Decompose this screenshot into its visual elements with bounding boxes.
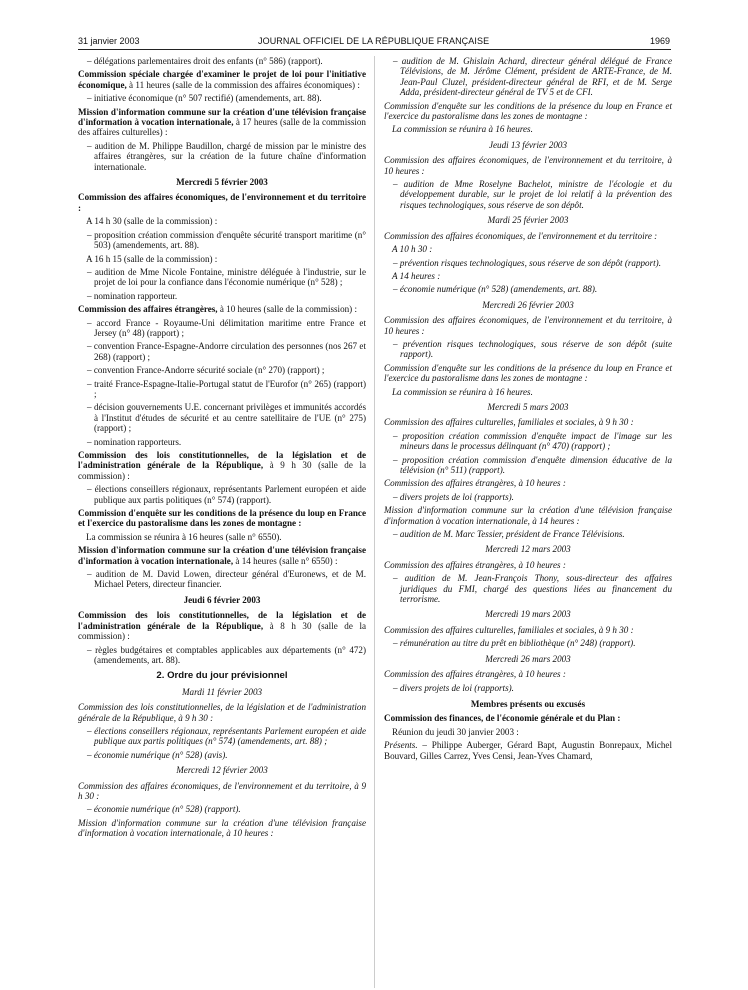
time-line: A 16 h 15 (salle de la commission) : [86,253,218,264]
agenda-item: – proposition création commission d'enquête impact de l'image sur les mineurs dans le processus délinquant (n° 470) (rapport) ; [393,430,672,452]
agenda-item: – audition de Mme Nicole Fontaine, ministre déléguée à l'industrie, sur le projet de loi pour la confiance dans l'économie numérique (n° 528) ; [87,266,366,288]
committee-heading: Commission spéciale chargée d'examiner le projet de loi pour l'initiative économique, à 11 heures (salle de la commission des affaires économiques) : [78,69,366,90]
agenda-item: – audition de Mme Roselyne Bachelot, ministre de l'écologie et du développement durable, sur le projet de loi relatif à la prévention des risques technologiques, sous réserve de son dépôt. [393,179,672,210]
agenda-item: – élections conseillers régionaux, représentants Parlement européen et aide publique aux partis politiques (n° 574) (rapport). [87,484,366,505]
committee-heading: Mission d'information commune sur la création d'une télévision française d'information à vocation internationale, à 14 heures : [384,505,672,526]
agenda-item: – règles budgétaires et comptables applicables aux départements (n° 472) (amendements, art. 88). [87,644,366,665]
agenda-item: – proposition création commission d'enquête dimension éducative de la télévision (n° 511) (rapport). [393,454,672,475]
date-heading: Mardi 11 février 2003 [181,686,263,697]
committee-heading: Commission des affaires étrangères, à 10 heures : [384,478,566,489]
meeting-note: La commission se réunira à 16 heures (salle n° 6550). [86,531,282,542]
committee-heading: Commission des lois constitutionnelles, de la législation et de l'administration générale de la République, à 9 h 30 : [78,702,366,723]
date-heading: Mercredi 5 février 2003 [176,177,268,188]
committee-heading: Mission d'information commune sur la création d'une télévision française d'information à vocation internationale, à 10 heures : [78,817,366,839]
agenda-item: – convention France-Espagne-Andorre circulation des personnes (nos 267 et 268) (rapport) ; [87,341,366,362]
committee-heading: Commission des lois constitutionnelles, de la législation et de l'administration générale de la République, à 9 h 30 (salle de la commission) : [78,450,367,481]
committee-heading: Commission des affaires économiques, de l'environnement et du territoire, à 9 h 30 : [78,780,366,801]
committee-heading: Commission d'enquête sur les conditions de la présence du loup en France et l'exercice du pastoralisme dans les zones de montagne : [384,100,672,122]
date-heading: Mercredi 26 mars 2003 [485,653,571,664]
date-heading: Mercredi 12 février 2003 [176,765,268,776]
agenda-item: – décision gouvernements U.E. concernant privilèges et immunités accordés à l'Institut d'études de sécurité et au centre satellitaire de l'UE (n° 275) (rapport) ; [87,402,366,434]
agenda-item: – divers projets de loi (rapports). [393,682,514,693]
agenda-item: – prévention risques technologiques, sous réserve de son dépôt (rapport). [393,257,661,268]
committee-heading: Commission des affaires culturelles, familiales et sociales, à 9 h 30 : [384,624,634,635]
committee-heading: Mission d'information commune sur la création d'une télévision française d'information à vocation internationale, à 14 heures (salle n° 6550) : [78,545,366,566]
committee-heading: Commission des affaires économiques, de l'environnement et du territoire, à 10 heures : [384,155,672,176]
committee-heading: Commission des affaires étrangères, à 10 heures (salle de la commission) : [78,304,358,315]
agenda-item: – audition de M. Ghislain Achard, directeur général délégué de France Télévisions, de M. Jérôme Clément, président de ARTE-France, de M. Jean-Paul Cluzel, président-directeur général de RFI, et de M. Serge Adda, président-directeur général de TV 5 et de CFI. [393,56,672,98]
committee-heading: Mission d'information commune sur la création d'une télévision française d'information à vocation internationale, à 17 heures (salle de la commission des affaires culturelles) : [78,106,366,138]
committee-heading: Commission des affaires étrangères, à 10 heures : [384,669,566,680]
committee-heading: Commission des affaires économiques, de l'environnement et du territoire : [384,230,658,241]
date-heading: Mercredi 12 mars 2003 [485,544,571,555]
header-rule [78,49,671,50]
date-heading: Jeudi 6 février 2003 [183,594,261,605]
meeting-note: La commission se réunira à 16 heures. [392,124,533,135]
column-divider [374,56,375,988]
date-heading: Mercredi 19 mars 2003 [485,609,571,620]
committee-heading: Commission des affaires culturelles, familiales et sociales, à 9 h 30 : [384,417,634,428]
agenda-item: – divers projets de loi (rapports). [393,491,514,502]
agenda-item: – proposition création commission d'enquête sécurité transport maritime (n° 503) (amendements, art. 88). [87,229,366,251]
agenda-item: – convention France-Andorre sécurité sociale (n° 270) (rapport) ; [87,365,325,376]
committee-heading: Commission d'enquête sur les conditions de la présence du loup en France et l'exercice du pastoralisme dans les zones de montagne : [384,362,672,384]
committee-heading: Commission d'enquête sur les conditions de la présence du loup en France et l'exercice du pastoralisme dans les zones de montagne : [78,508,366,529]
meeting-note: Réunion du jeudi 30 janvier 2003 : [392,726,519,737]
agenda-item: – délégations parlementaires droit des enfants (n° 586) (rapport). [87,56,323,66]
agenda-item: – accord France - Royaume-Uni délimitation maritime entre France et Jersey (n° 48) (rapport) ; [87,317,366,338]
agenda-item: – initiative économique (n° 507 rectifié) (amendements, art. 88). [87,93,322,104]
time-line: A 10 h 30 : [392,244,433,255]
header-page-number: 1969 [650,36,671,46]
agenda-item: – prévention risques technologiques, sous réserve de son dépôt (suite rapport). [393,338,672,360]
header-date: 31 janvier 2003 [78,36,140,46]
right-column [384,56,672,764]
committee-heading: Commission des affaires économiques, de l'environnement et du territoire : [78,192,366,213]
agenda-item: – audition de M. David Lowen, directeur général d'Euronews, et de M. Michael Peters, directeur financier. [87,569,366,590]
agenda-item: – élections conseillers régionaux, représentants Parlement européen et aide publique aux partis politiques (n° 574) (amendements, art. 88) ; [87,725,366,747]
header-title: JOURNAL OFFICIEL DE LA RÉPUBLIQUE FRANÇAISE [258,36,490,46]
attendees-list: Présents. – Philippe Auberger, Gérard Bapt, Augustin Bonrepaux, Michel Bouvard, Gilles Carrez, Yves Censi, Jean-Yves Chamard, [384,740,672,761]
committee-heading: Commission des finances, de l'économie générale et du Plan : [384,713,621,724]
agenda-item: – économie numérique (n° 528) (avis). [87,749,228,760]
section-heading: Membres présents ou excusés [470,698,586,709]
agenda-item: – économie numérique (n° 528) (rapport). [87,804,241,815]
time-line: A 14 h 30 (salle de la commission) : [86,216,218,227]
committee-heading: Commission des affaires économiques, de l'environnement et du territoire, à 10 heures : [384,315,672,336]
agenda-item: – traité France-Espagne-Italie-Portugal statut de l'Eurofor (n° 265) (rapport) ; [87,378,366,399]
date-heading: Jeudi 13 février 2003 [488,139,568,150]
section-heading: 2. Ordre du jour prévisionnel [156,670,288,682]
agenda-item: – audition de M. Philippe Baudillon, chargé de mission par le ministre des affaires étrangères, sur la création de la future chaîne d'information internationale. [87,140,366,172]
left-column [78,56,366,842]
time-line: A 14 heures : [392,270,441,281]
meeting-note: La commission se réunira à 16 heures. [392,386,533,397]
date-heading: Mercredi 26 février 2003 [482,299,574,310]
agenda-item: – rémunération au titre du prêt en bibliothèque (n° 248) (rapport). [393,638,636,649]
agenda-item: – économie numérique (n° 528) (amendements, art. 88). [393,284,598,295]
date-heading: Mardi 25 février 2003 [487,215,569,226]
agenda-item: – nomination rapporteurs. [87,436,182,447]
agenda-item: – nomination rapporteur. [87,290,178,301]
committee-heading: Commission des affaires étrangères, à 10 heures : [384,559,566,570]
agenda-item: – audition de M. Jean-François Thony, sous-directeur des affaires juridiques du FMI, chargé des questions liées au financement du terrorisme. [393,573,672,605]
committee-heading: Commission des lois constitutionnelles, de la législation et de l'administration générale de la République, à 8 h 30 (salle de la commission) : [78,610,367,642]
date-heading: Mercredi 5 mars 2003 [487,401,569,412]
agenda-item: – audition de M. Marc Tessier, président de France Télévisions. [393,529,625,540]
